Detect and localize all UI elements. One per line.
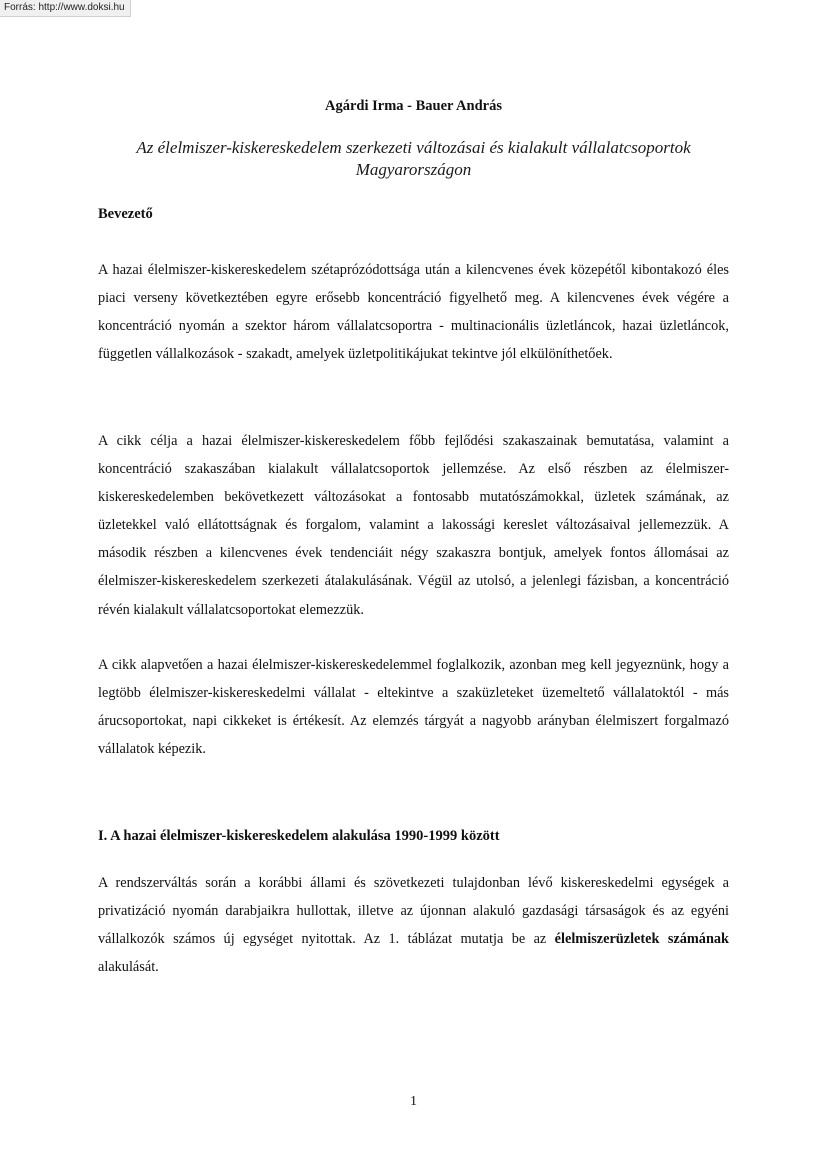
document-title: Az élelmiszer-kiskereskedelem szerkezeti változásai és kialakult vállalatcsoportok Magyarországon — [136, 138, 691, 179]
intro-heading: Bevezető — [98, 206, 153, 222]
authors: Agárdi Irma - Bauer András — [325, 98, 502, 114]
section-paragraph-text: A rendszerváltás során a korábbi állami és szövetkezeti tulajdonban lévő kiskereskedelmi egységek a privatizáció nyomán darabjaikra hullottak, illetve az újonnan alakuló gazdasági társaságok és az egyéni vállalkozók számos új egységet nyitottak. Az 1. táblázat mutatja be az — [98, 875, 729, 948]
intro-paragraph-3: A cikk alapvetően a hazai élelmiszer-kiskereskedelemmel foglalkozik, azonban meg kell jegyeznünk, hogy a legtöbb élelmiszer-kiskereskedelmi vállalat - eltekintve a szaküzleteket üzemeltető vállalatoktól - más árucsoportokat, napi cikkeket is értékesít. Az elemzés tárgyát a nagyobb arányban élelmiszert forgalmazó vállalatok képezik. — [98, 657, 729, 758]
page-number: 1 — [410, 1094, 417, 1109]
section-paragraph-emphasis: élelmiszerüzletek számának — [554, 931, 730, 948]
section-paragraph — [98, 869, 729, 981]
intro-paragraph-2: A cikk célja a hazai élelmiszer-kiskereskedelem főbb fejlődési szakaszainak bemutatása, valamint a koncentráció szakaszában kialakult vállalatcsoportok jellemzése. Az első részben az élelmiszer-kiskereskedelemben bekövetkezett változásokat a fontosabb mutatószámokkal, üzletek számának, az üzletekkel való ellátottságnak és forgalom, valamint a lakossági kereslet változásaival jellemezzük. A második részben a kilencvenes évek tendenciáit négy szakaszra bontjuk, amelyek fontos állomásai az élelmiszer-kiskereskedelem szerkezeti átalakulásának. Végül az utolsó, a jelenlegi fázisban, a koncentráció révén kialakult vállalatcsoportokat elemezzük. — [98, 433, 729, 618]
section-heading: I. A hazai élelmiszer-kiskereskedelem alakulása 1990-1999 között — [98, 828, 500, 844]
section-paragraph-tail: alakulását. — [98, 959, 159, 976]
source-label: Forrás: http://www.doksi.hu — [0, 0, 131, 17]
intro-paragraph-1: A hazai élelmiszer-kiskereskedelem szétaprózódottsága után a kilencvenes évek közepétől kibontakozó éles piaci verseny következtében egyre erősebb koncentráció figyelhető meg. A kilencvenes évek végére a koncentráció nyomán a szektor három vállalatcsoportra - multinacionális üzletláncok, hazai üzletláncok, független vállalkozások - szakadt, amelyek üzletpolitikájukat tekintve jól elkülöníthetőek. — [98, 262, 729, 363]
